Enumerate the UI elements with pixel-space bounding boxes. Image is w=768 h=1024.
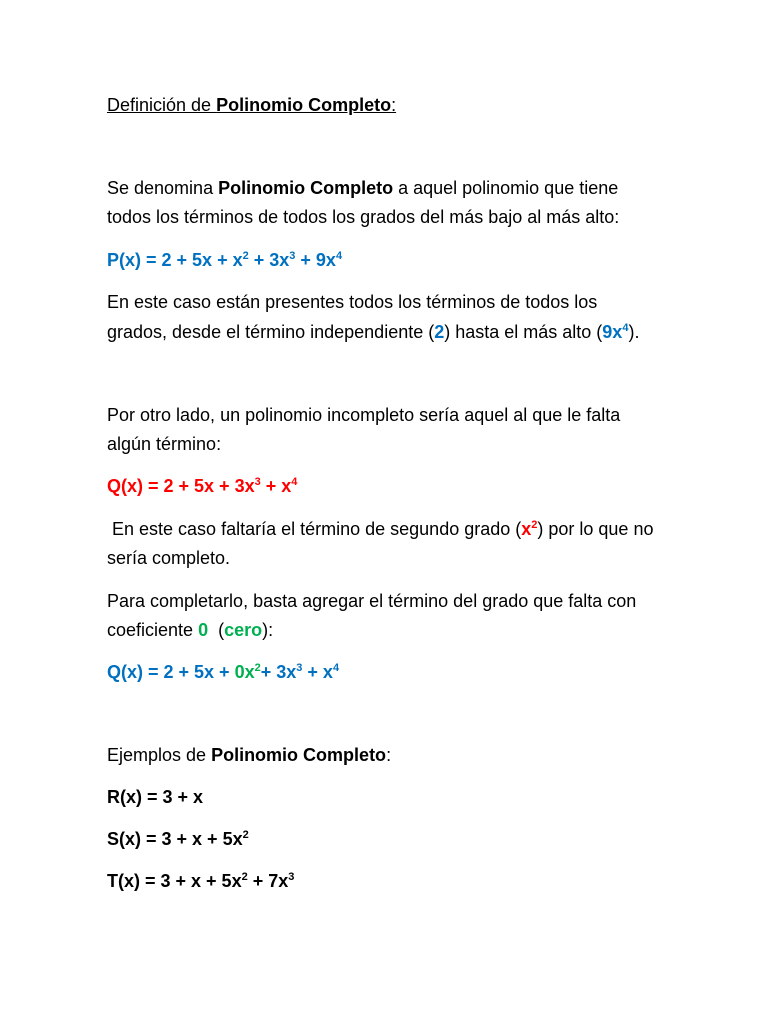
example-t: $T(x) = 3 + x + 5x^2 + 7x^3$: [107, 871, 295, 891]
incomplete-line-1: Por otro lado, un polinomio incompleto sería aquel al que le falta: [107, 405, 621, 425]
formula-q-completed: $Q(x) = 2 + 5x + 0x^2+ 3x^3 + x^4$: [107, 662, 340, 682]
example-s: $S(x) = 3 + x + 5x^2$: [107, 829, 249, 849]
explain-q-line-1: En este caso faltaría el término de segundo grado $(x^2)$ por lo que no: [107, 519, 654, 539]
explain-q-line-2: sería completo.: [107, 548, 231, 568]
incomplete-line-2: algún término:: [107, 434, 222, 454]
explain-p-line-2: grados, desde el término independiente (2) hasta el más alto $(9x^4)$.: [107, 322, 640, 342]
complete-line-1: Para completarlo, basta agregar el término del grado que falta con: [107, 591, 637, 611]
example-r: R(x) = 3 + x: [107, 787, 204, 807]
definition-heading: Definición de Polinomio Completo:: [107, 95, 397, 115]
intro-line-1: Se denomina Polinomio Completo a aquel polinomio que tiene: [107, 178, 619, 198]
examples-heading: Ejemplos de Polinomio Completo:: [107, 745, 392, 765]
formula-q: $Q(x) = 2 + 5x + 3x^3 + x^4$: [107, 476, 298, 496]
formula-p: $P(x) = 2 + 5x + x^2 + 3x^3 + 9x^4$: [107, 250, 343, 270]
explain-p-line-1: En este caso están presentes todos los términos de todos los: [107, 292, 598, 312]
complete-line-2: coeficiente 0 (cero):: [107, 620, 274, 640]
intro-line-2: todos los términos de todos los grados del más bajo al más alto:: [107, 207, 620, 227]
